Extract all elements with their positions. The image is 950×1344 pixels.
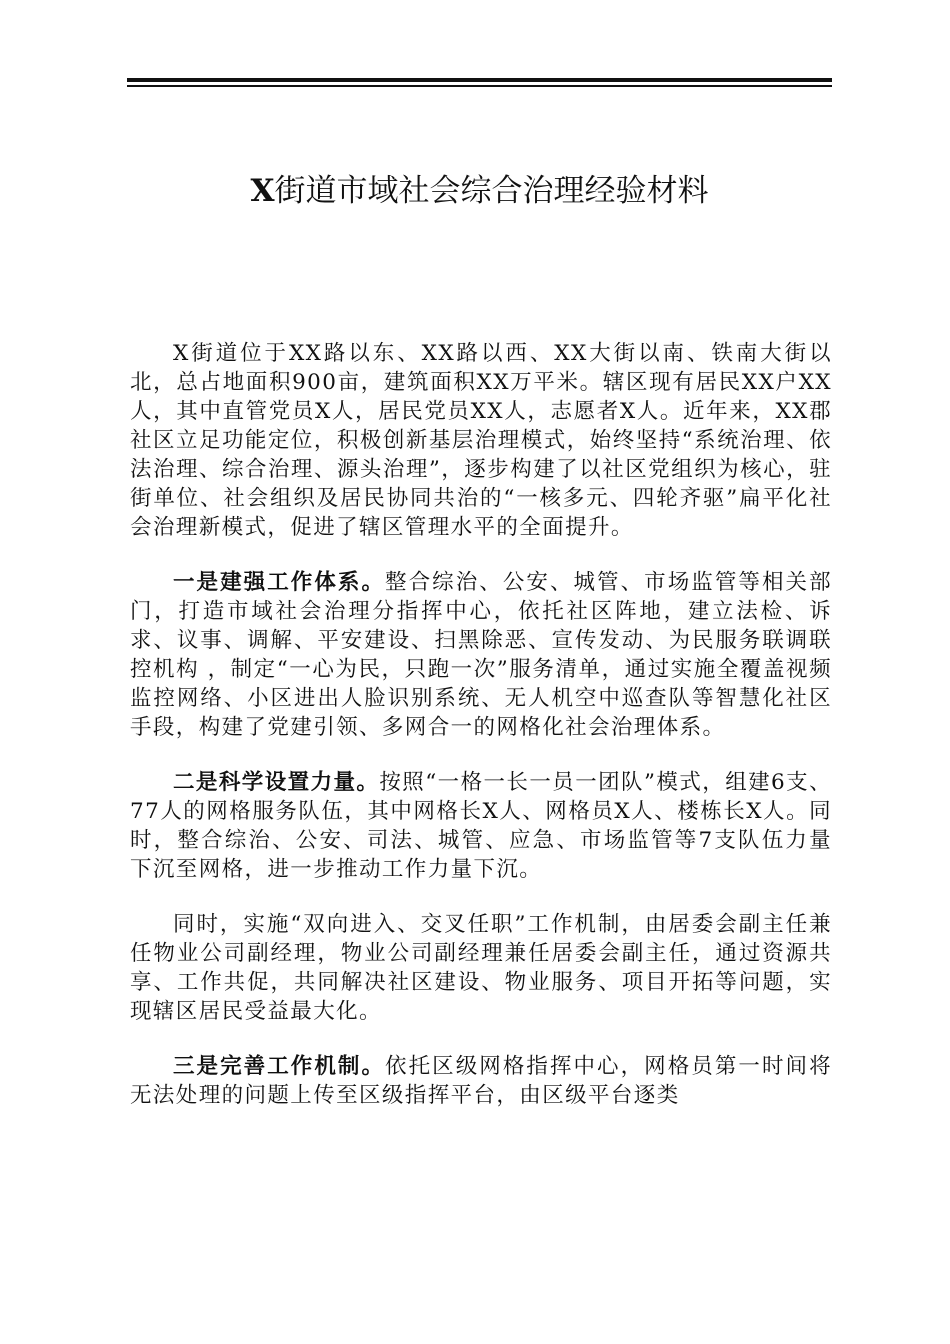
paragraph-intro bbox=[130, 339, 832, 542]
paragraph-cross-posting bbox=[130, 910, 832, 1026]
header-rule-thin bbox=[127, 85, 832, 87]
paragraph-lead: 一是建强工作体系。 bbox=[173, 570, 386, 595]
paragraph-forces bbox=[130, 768, 832, 884]
paragraph-text: 依托区级网格指挥中心，网格员第一时间将无法处理的问题上传至区级指挥平台，由区级平台逐类 bbox=[130, 1054, 832, 1108]
paragraph-lead: 二是科学设置力量。 bbox=[173, 770, 380, 795]
paragraph-text: 按照“一格一长一员一团队”模式，组建6支、77人的网格服务队伍，其中网格长X人、网格员X人、楼栋长X人。同时，整合综治、公安、司法、城管、应急、市场监管等7支队伍力量下沉至网格，进一步推动工作力量下沉。 bbox=[130, 770, 832, 882]
paragraph-text: X街道位于XX路以东、XX路以西、XX大街以南、铁南大街以北，总占地面积900亩，建筑面积XX万平米。辖区现有居民XX户XX人，其中直管党员X人，居民党员XX人，志愿者X人。近年来，XX郡社区立足功能定位，积极创新基层治理模式，始终坚持“系统治理、依法治理、综合治理、源头治理”，逐步构建了以社区党组织为核心，驻街单位、社会组织及居民协同共治的“一核多元、四轮齐驱”扁平化社会治理新模式，促进了辖区管理水平的全面提升。 bbox=[130, 341, 832, 540]
title-text: 街道市域社会综合治理经验材料 bbox=[274, 173, 709, 209]
paragraph-mechanism bbox=[130, 1052, 832, 1110]
document-body bbox=[130, 339, 832, 1136]
paragraph-work-system bbox=[130, 568, 832, 742]
header-rule-thick bbox=[127, 78, 832, 82]
title-prefix: X bbox=[250, 173, 275, 209]
paragraph-text: 同时，实施“双向进入、交叉任职”工作机制，由居委会副主任兼任物业公司副经理，物业公司副经理兼任居委会副主任，通过资源共享、工作共促，共同解决社区建设、物业服务、项目开拓等问题，实现辖区居民受益最大化。 bbox=[130, 912, 832, 1024]
paragraph-text: 整合综治、公安、城管、市场监管等相关部门，打造市域社会治理分指挥中心，依托社区阵地，建立法检、诉求、议事、调解、平安建设、扫黑除恶、宣传发动、为民服务联调联控机构 ，制定“一心为民，只跑一次”服务清单，通过实施全覆盖视频监控网络、小区进出人脸识别系统、无人机空中巡查队等智慧化社区手段，构建了党建引领、多网合一的网格化社会治理体系。 bbox=[130, 570, 832, 740]
paragraph-lead: 三是完善工作机制。 bbox=[173, 1054, 386, 1079]
document-title bbox=[127, 166, 832, 216]
